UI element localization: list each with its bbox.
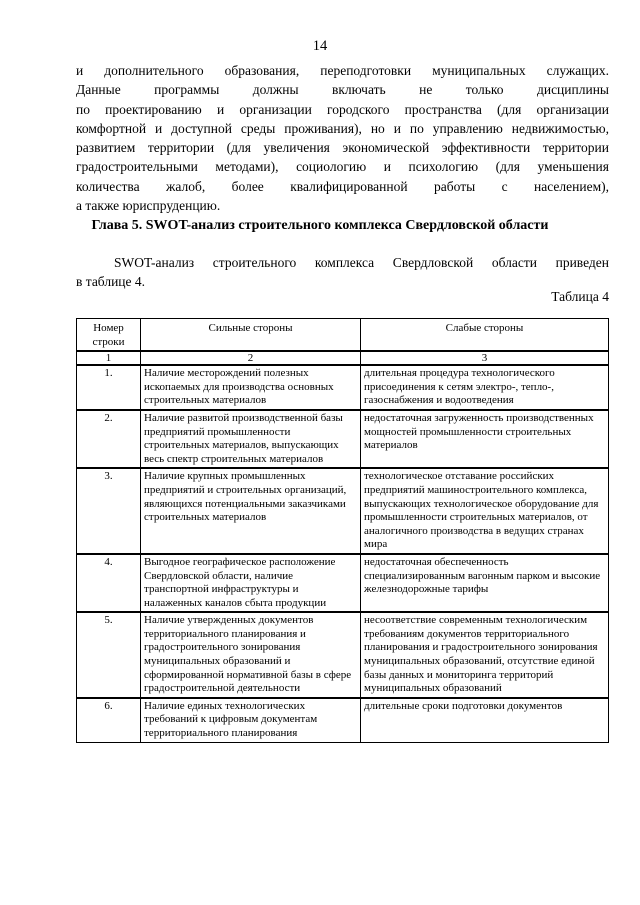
column-number-row	[77, 351, 608, 365]
intro-line: и дополнительного образования, переподготовки муниципальных служащих.	[76, 63, 609, 78]
swot-table	[76, 318, 609, 743]
table-caption: Таблица 4	[551, 289, 609, 304]
strength-cell: Выгодное географическое расположение Свердловской области, наличие транспортной инфраструктуры и налаженных каналов сбыта продукции	[141, 554, 361, 612]
table-row	[77, 365, 608, 410]
intro-line: развитием территории (для увеличения экономической эффективности территории	[76, 140, 609, 156]
chapter-heading: Глава 5. SWOT-анализ строительного комплекса Свердловской области	[91, 218, 549, 233]
intro-line: комфортной и доступной среды проживания), но и по управлению недвижимостью,	[76, 120, 609, 136]
table-row	[77, 468, 608, 554]
header-weaknesses: Слабые стороны	[361, 319, 608, 351]
header-strengths: Сильные стороны	[141, 319, 361, 351]
intro-line: количества жалоб, более квалифицированной работы с населением),	[76, 178, 609, 194]
strength-cell: Наличие месторождений полезных ископаемых для производства основных строительных материалов	[141, 365, 361, 410]
weakness-cell: длительные сроки подготовки документов	[361, 698, 608, 742]
table-row	[77, 410, 608, 468]
column-number: 2	[141, 351, 361, 365]
weakness-cell: технологическое отставание российских предприятий машиностроительного комплекса, выпускающих технологическое оборудование для промышленности строительных материалов, от аналогичного производства в ведущих странах мира	[361, 468, 608, 554]
table-row	[77, 554, 608, 612]
strength-cell: Наличие развитой производственной базы предприятий промышленности строительных материалов, выпускающих весь спектр строительных материалов	[141, 410, 361, 468]
intro-paragraph	[76, 61, 609, 215]
intro-line: по проектированию и организации городского пространства (для организации	[76, 101, 609, 117]
table-header-row	[77, 319, 608, 351]
row-number: 3.	[77, 468, 141, 554]
row-number: 1.	[77, 365, 141, 410]
swot-intro-line: SWOT-анализ строительного комплекса Свердловской области приведен	[114, 255, 609, 270]
intro-line: Данные программы должны включать не только дисциплины	[76, 82, 609, 98]
column-number: 1	[77, 351, 141, 365]
swot-intro-line: в таблице 4.	[76, 274, 146, 290]
strength-cell: Наличие крупных промышленных предприятий и строительных организаций, являющихся потенциальными заказчиками строительных материалов	[141, 468, 361, 554]
header-row-number: Номер строки	[77, 319, 141, 351]
column-number: 3	[361, 351, 608, 365]
intro-line: градостроительными методами), социологию и психологию (для уменьшения	[76, 159, 609, 175]
table-row	[77, 612, 608, 698]
weakness-cell: недостаточная обеспеченность специализированным вагонным парком и высокие железнодорожные тарифы	[361, 554, 608, 612]
table-row	[77, 698, 608, 742]
swot-intro-paragraph	[76, 253, 609, 292]
weakness-cell: недостаточная загруженность производственных мощностей промышленности строительных материалов	[361, 410, 608, 468]
row-number: 5.	[77, 612, 141, 698]
strength-cell: Наличие единых технологических требований к цифровым документам территориального планирования	[141, 698, 361, 742]
row-number: 6.	[77, 698, 141, 742]
strength-cell: Наличие утвержденных документов территориального планирования и градостроительного зонирования муниципальных образований и сформированной нормативной базы в сфере градостроительной деятельности	[141, 612, 361, 698]
page-number: 14	[312, 38, 328, 54]
row-number: 2.	[77, 410, 141, 468]
row-number: 4.	[77, 554, 141, 612]
intro-line: а также юриспруденцию.	[76, 198, 221, 214]
weakness-cell: длительная процедура технологического присоединения к сетям электро-, тепло-, газоснабжения и водоотведения	[361, 365, 608, 410]
weakness-cell: несоответствие современным технологическим требованиям документов территориального планирования и градостроительного зонирования муниципальных образований, отсутствие единой базы данных и мониторинга территорий муниципальных образований	[361, 612, 608, 698]
